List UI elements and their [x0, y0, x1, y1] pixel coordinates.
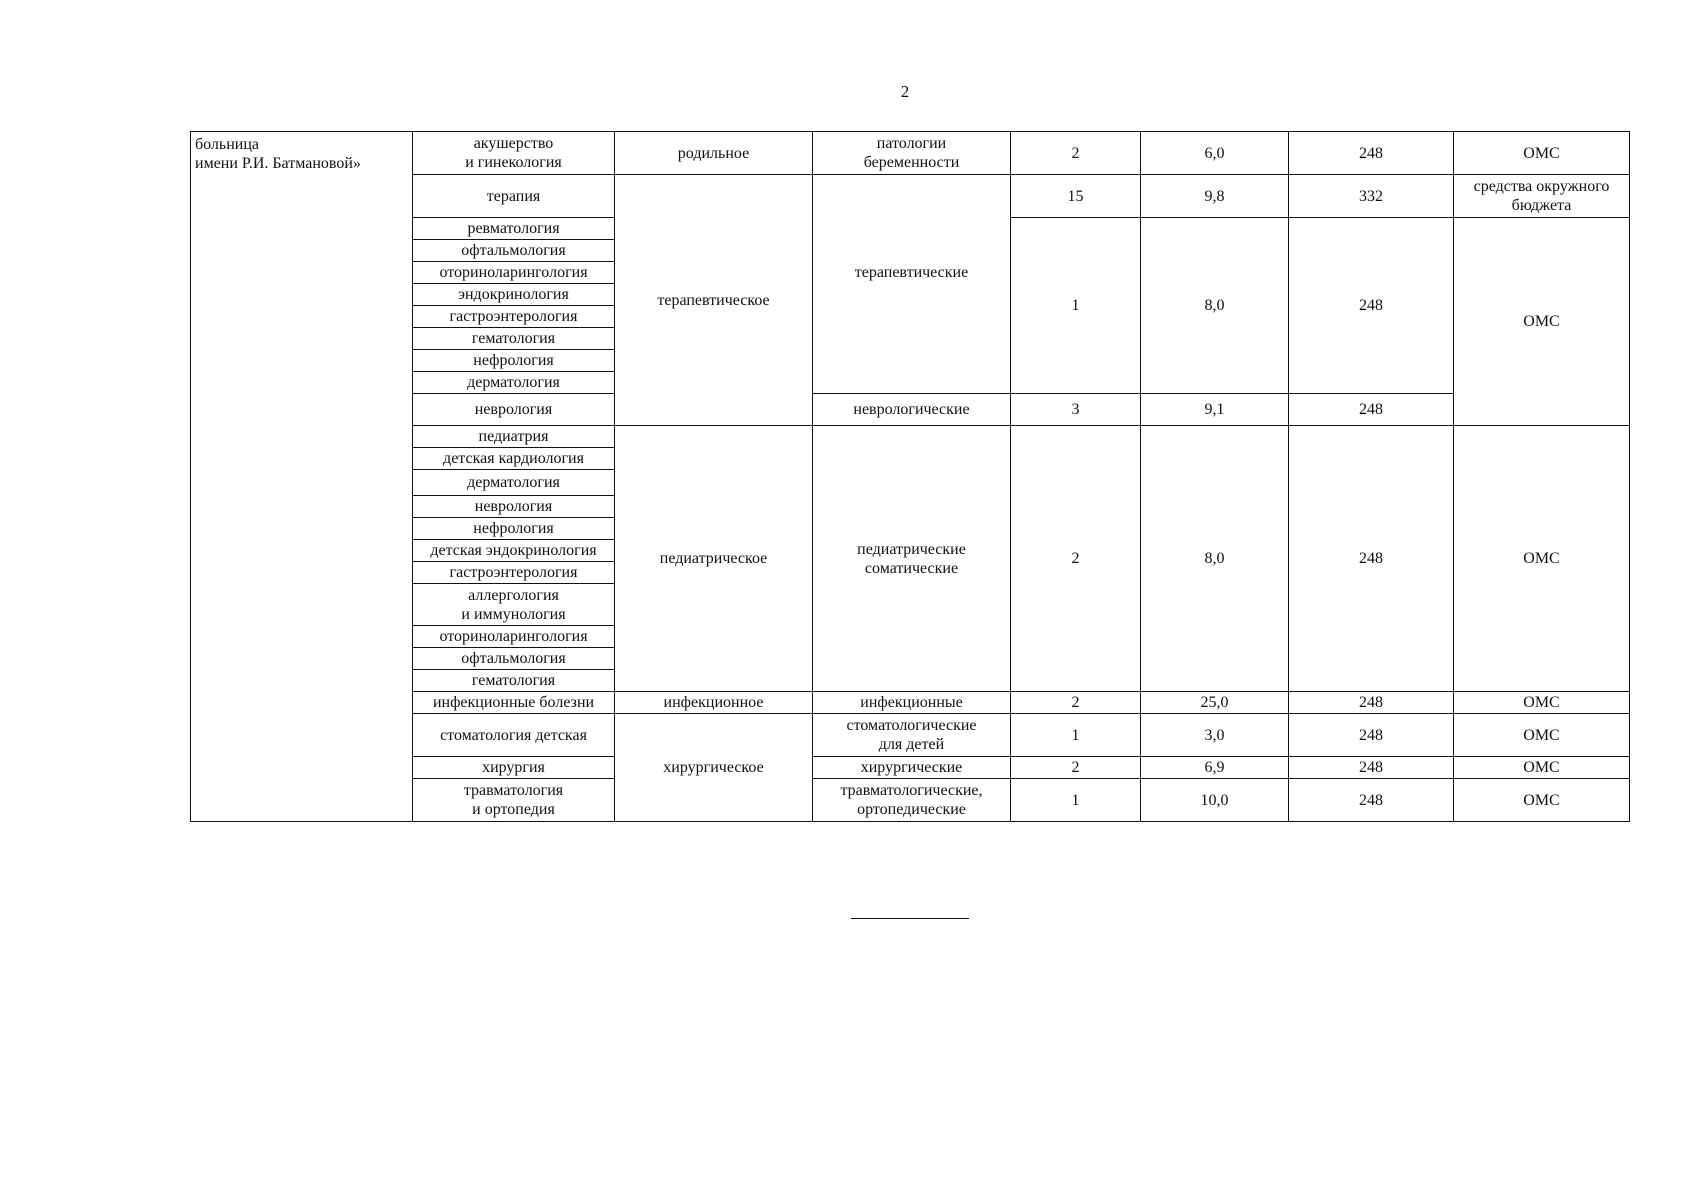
profile-cell: гематология: [413, 670, 615, 692]
beds-type-cell: травматологические, ортопедические: [813, 779, 1011, 822]
source-cell: ОМС: [1454, 426, 1630, 692]
source-cell: средства окружного бюджета: [1454, 175, 1630, 218]
profile-cell: офтальмология: [413, 240, 615, 262]
profile-cell: детская кардиология: [413, 448, 615, 470]
page-number: 2: [900, 82, 910, 101]
duration-cell: 8,0: [1141, 218, 1289, 394]
days-cell: 332: [1289, 175, 1454, 218]
profile-cell: детская эндокринология: [413, 540, 615, 562]
department-cell: педиатрическое: [615, 426, 813, 692]
profile-cell: офтальмология: [413, 648, 615, 670]
profile-cell: стоматология детская: [413, 714, 615, 757]
count-cell: 1: [1011, 779, 1141, 822]
profile-cell: инфекционные болезни: [413, 692, 615, 714]
beds-type-cell: терапевтические: [813, 175, 1011, 394]
duration-cell: 6,0: [1141, 132, 1289, 175]
beds-table: [190, 131, 1630, 822]
source-cell: ОМС: [1454, 714, 1630, 757]
duration-cell: 9,8: [1141, 175, 1289, 218]
profile-cell: дерматология: [413, 372, 615, 394]
duration-cell: 25,0: [1141, 692, 1289, 714]
beds-type-cell: педиатрические соматические: [813, 426, 1011, 692]
profile-cell: гастроэнтерология: [413, 562, 615, 584]
count-cell: 1: [1011, 218, 1141, 394]
duration-cell: 6,9: [1141, 757, 1289, 779]
days-cell: 248: [1289, 692, 1454, 714]
table-row: [191, 132, 1630, 175]
days-cell: 248: [1289, 426, 1454, 692]
profile-cell: гастроэнтерология: [413, 306, 615, 328]
days-cell: 248: [1289, 394, 1454, 426]
source-cell: ОМС: [1454, 779, 1630, 822]
profile-cell: хирургия: [413, 757, 615, 779]
department-cell: хирургическое: [615, 714, 813, 822]
days-cell: 248: [1289, 218, 1454, 394]
profile-cell: неврология: [413, 496, 615, 518]
department-cell: терапевтическое: [615, 175, 813, 426]
duration-cell: 8,0: [1141, 426, 1289, 692]
duration-cell: 3,0: [1141, 714, 1289, 757]
profile-cell: нефрология: [413, 518, 615, 540]
days-cell: 248: [1289, 779, 1454, 822]
days-cell: 248: [1289, 714, 1454, 757]
profile-cell: дерматология: [413, 470, 615, 496]
profile-cell: неврология: [413, 394, 615, 426]
source-cell: ОМС: [1454, 218, 1630, 426]
profile-cell: оториноларингология: [413, 262, 615, 284]
profile-cell: гематология: [413, 328, 615, 350]
profile-cell: терапия: [413, 175, 615, 218]
organization-name: больница имени Р.И. Батмановой»: [191, 132, 413, 822]
count-cell: 2: [1011, 692, 1141, 714]
beds-type-cell: неврологические: [813, 394, 1011, 426]
profile-cell: ревматология: [413, 218, 615, 240]
profile-cell: аллергология и иммунология: [413, 584, 615, 626]
source-cell: ОМС: [1454, 132, 1630, 175]
profile-cell: эндокринология: [413, 284, 615, 306]
profile-cell: нефрология: [413, 350, 615, 372]
count-cell: 2: [1011, 132, 1141, 175]
beds-type-cell: стоматологические для детей: [813, 714, 1011, 757]
closing-rule: [851, 918, 969, 919]
days-cell: 248: [1289, 132, 1454, 175]
count-cell: 1: [1011, 714, 1141, 757]
profile-cell: травматология и ортопедия: [413, 779, 615, 822]
profile-cell: оториноларингология: [413, 626, 615, 648]
beds-type-cell: инфекционные: [813, 692, 1011, 714]
duration-cell: 9,1: [1141, 394, 1289, 426]
duration-cell: 10,0: [1141, 779, 1289, 822]
count-cell: 2: [1011, 426, 1141, 692]
count-cell: 3: [1011, 394, 1141, 426]
beds-type-cell: хирургические: [813, 757, 1011, 779]
days-cell: 248: [1289, 757, 1454, 779]
beds-type-cell: патологии беременности: [813, 132, 1011, 175]
count-cell: 2: [1011, 757, 1141, 779]
department-cell: инфекционное: [615, 692, 813, 714]
source-cell: ОМС: [1454, 757, 1630, 779]
source-cell: ОМС: [1454, 692, 1630, 714]
profile-cell: акушерство и гинекология: [413, 132, 615, 175]
profile-cell: педиатрия: [413, 426, 615, 448]
count-cell: 15: [1011, 175, 1141, 218]
beds-table-wrapper: [190, 131, 1630, 822]
department-cell: родильное: [615, 132, 813, 175]
